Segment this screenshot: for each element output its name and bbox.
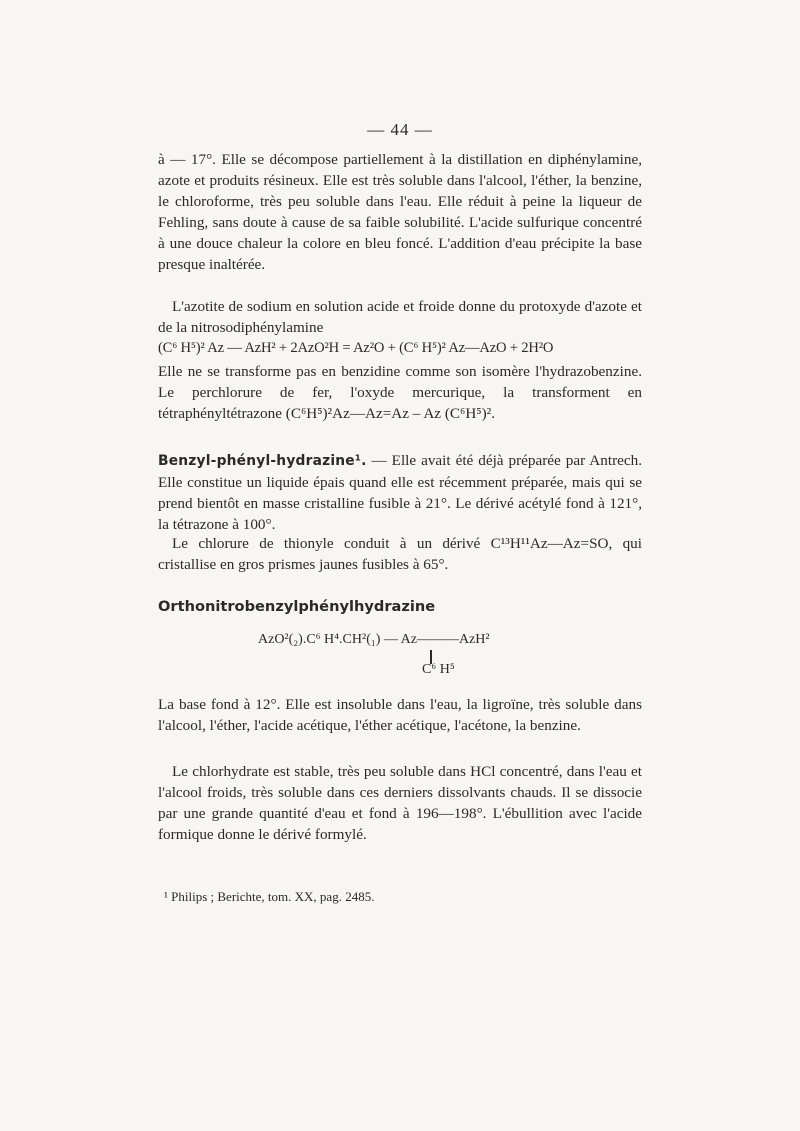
paragraph-6: La base fond à 12°. Elle est insoluble dans l'eau, la ligroïne, très soluble dans l'alcool, l'éther, l'acide acétique, l'éther acétique, l'acétone, la benzine. <box>158 696 642 734</box>
paragraph-7: Le chlorhydrate est stable, très peu soluble dans HCl concentré, dans l'eau et l'alcool froids, très soluble dans ces derniers dissolvants chauds. Il se dissocie par une grande quantité d'eau et fond à 196—198°. L'ébullition avec l'acide formique donne le dérivé formylé. <box>158 763 642 843</box>
footnote: ¹ Philips ; Berichte, tom. XX, pag. 2485. <box>164 889 375 904</box>
paragraph-benzyl <box>158 450 642 535</box>
paragraph-1: à — 17°. Elle se décompose partiellement à la distillation en diphénylamine, azote et produits résineux. Elle est très soluble dans l'alcool, l'éther, la benzine, le chloroforme, très peu soluble dans l'eau. Elle réduit à peine la liqueur de Fehling, sans doute à cause de sa faible solubilité. L'acide sulfurique concentré à une douce chaleur la colore en bleu foncé. L'addition d'eau précipite la base presque inaltérée. <box>158 151 642 273</box>
section-heading-benzyl: Benzyl-phényl-hydrazine¹. <box>158 453 367 469</box>
paragraph-5: Le chlorure de thionyle conduit à un dérivé C¹³H¹¹Az—Az=SO, qui cristallise en gros prismes jaunes fusibles à 65°. <box>158 535 642 573</box>
paragraph-3: Elle ne se transforme pas en benzidine comme son isomère l'hydrazobenzine. Le perchlorure de fer, l'oxyde mercurique, la transforment en tétraphényltétrazone (C⁶H⁵)²Az—Az=Az – Az (C⁶H⁵)². <box>158 363 642 422</box>
structural-formula-line1: AzO²(₂).C⁶ H⁴.CH²(₁) — Az———AzH² <box>258 632 490 647</box>
page-number: — 44 — <box>367 120 433 139</box>
section-heading-orthonitro: Orthonitrobenzylphénylhydrazine <box>158 598 436 615</box>
structural-formula-line2: C⁶ H⁵ <box>422 662 455 677</box>
paragraph-benzyl-text: — Elle avait été déjà préparée par Antrech. Elle constitue un liquide épais quand elle est récemment préparée, mais qui se prend bientôt en masse cristalline fusible à 21°. Le dérivé acétylé fond à 121°, la tétrazone à 100°. <box>158 452 642 533</box>
reaction-formula: (C⁶ H⁵)² Az — AzH² + 2AzO²H = Az²O + (C⁶ H⁵)² Az—AzO + 2H²O <box>158 340 554 356</box>
structural-formula <box>258 632 558 682</box>
paragraph-2: L'azotite de sodium en solution acide et froide donne du protoxyde d'azote et de la nitrosodiphénylamine <box>158 298 642 336</box>
